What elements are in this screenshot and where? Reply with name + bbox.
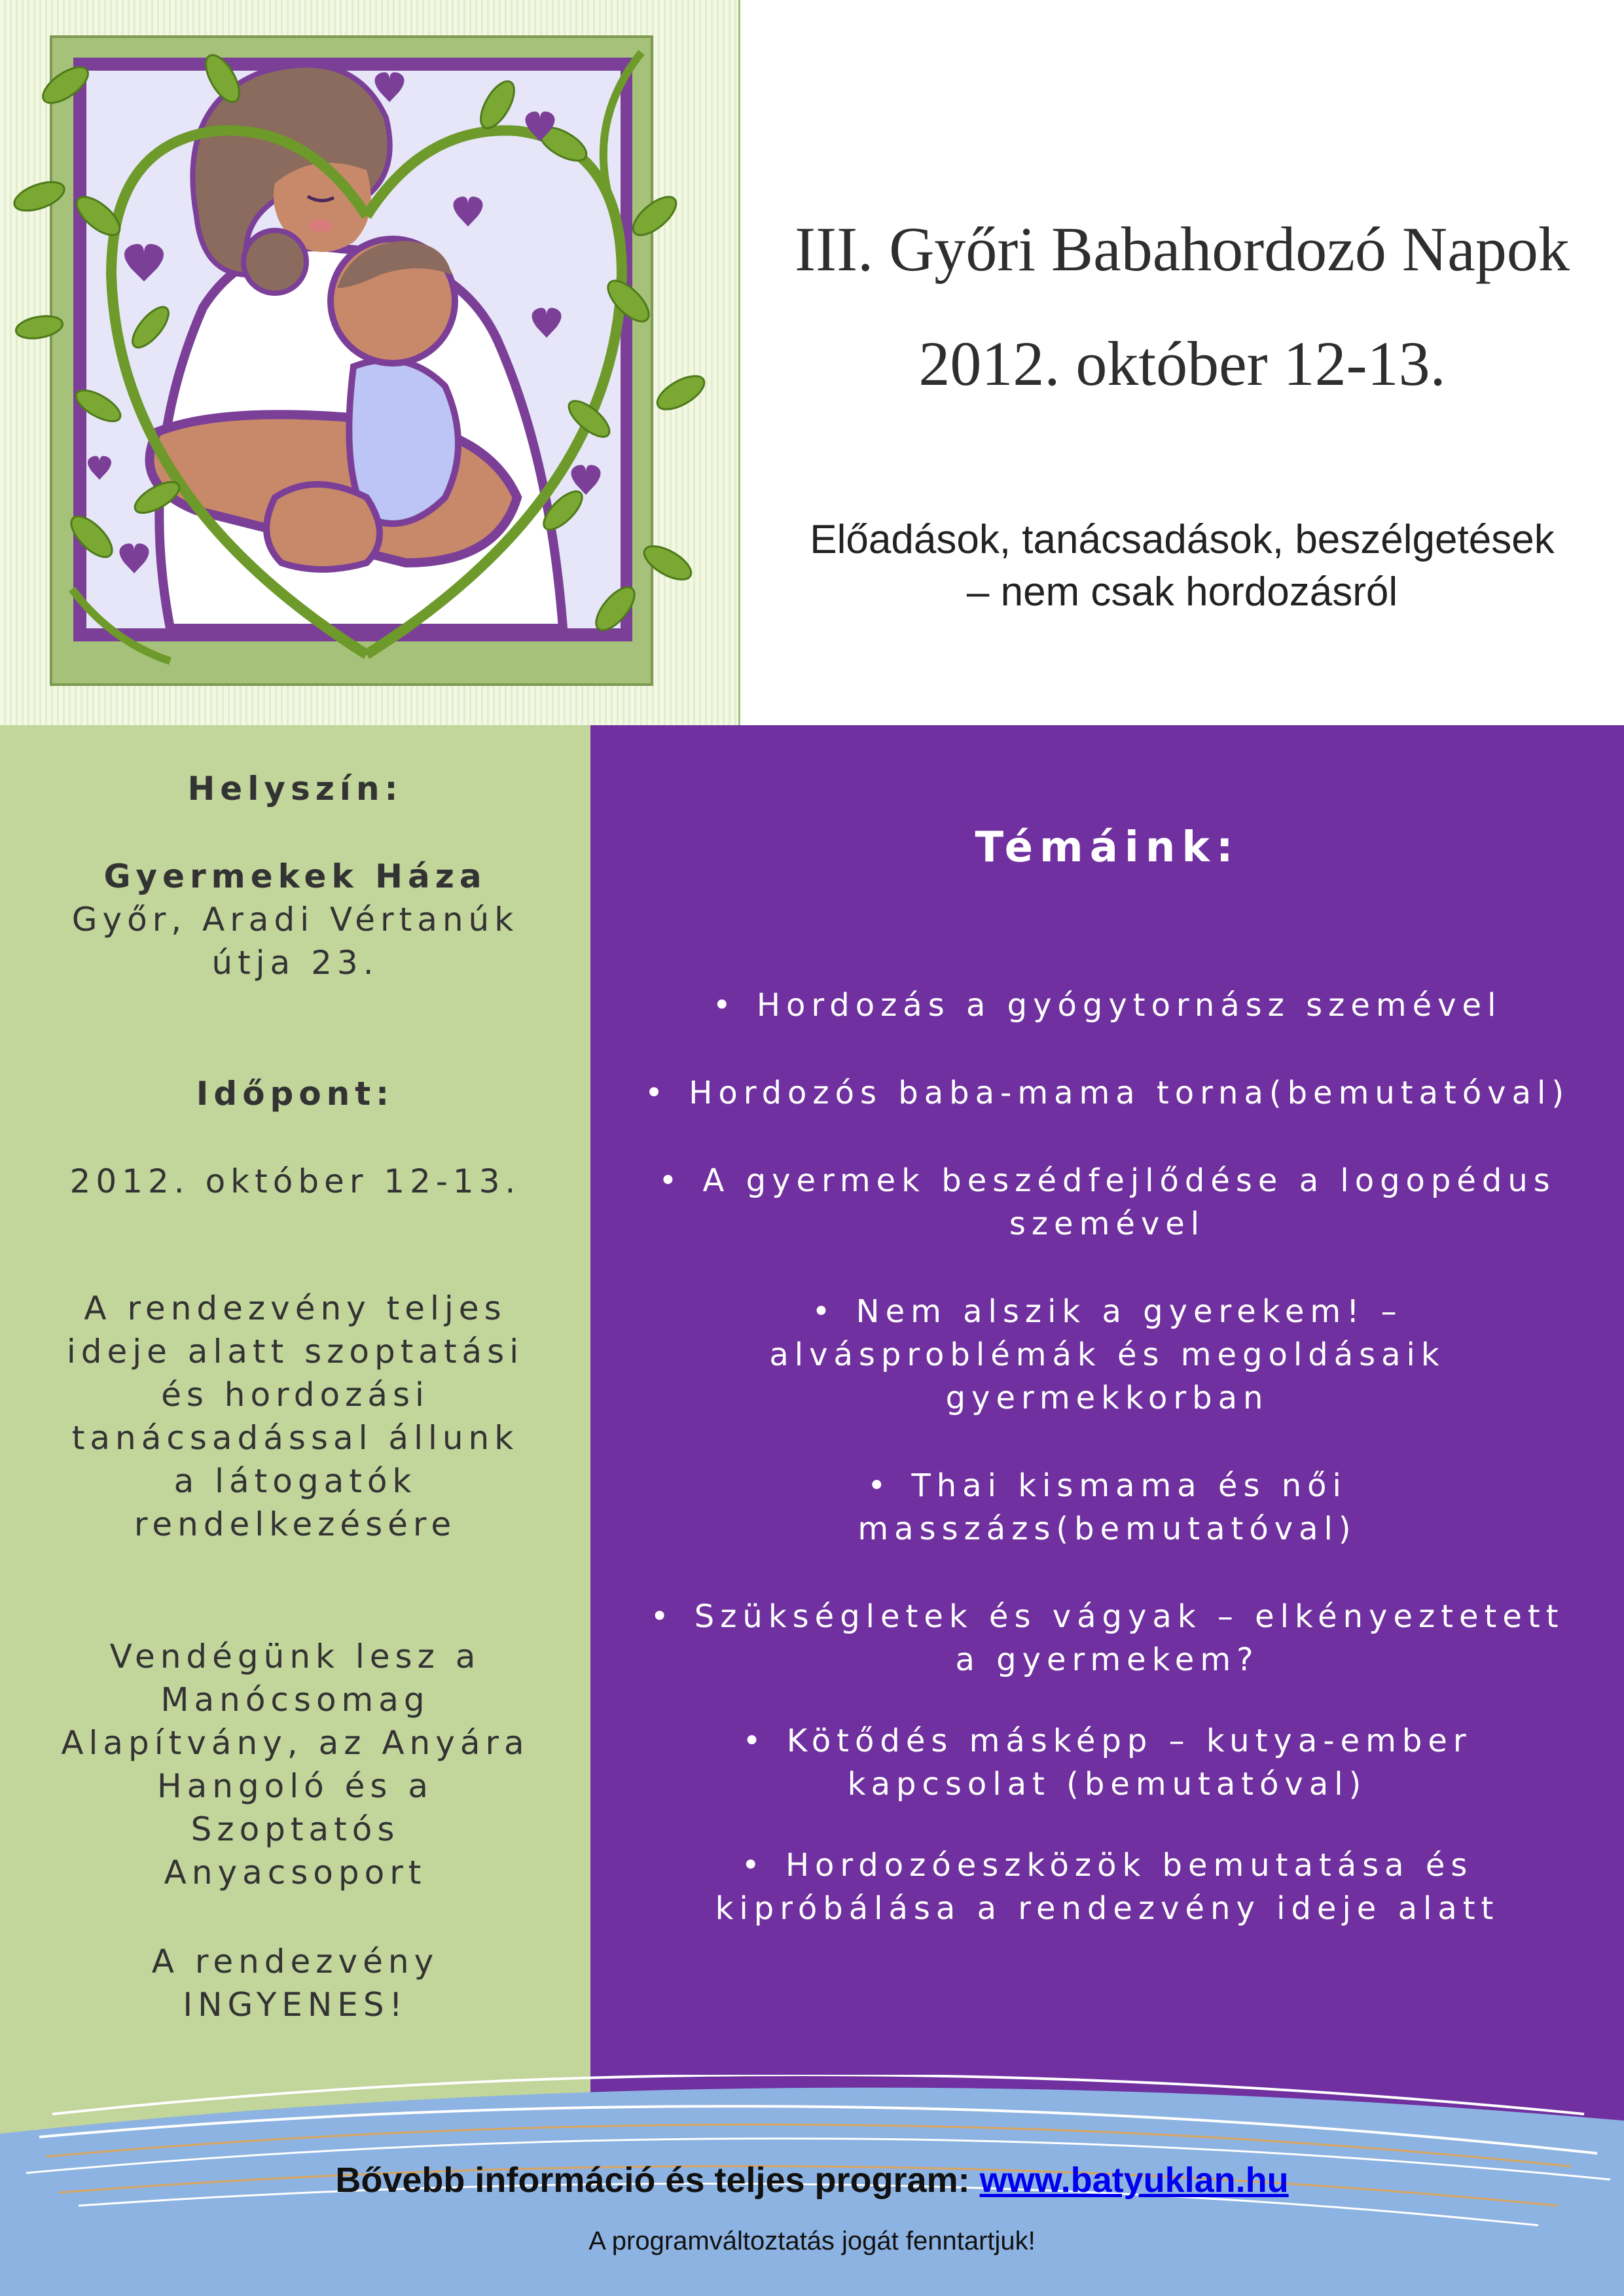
- topic-line: a gyermekem?: [955, 1641, 1259, 1678]
- topic-line: kapcsolat (bemutatóval): [847, 1766, 1367, 1803]
- guests-note: [0, 1635, 590, 1894]
- topic-item: [590, 1464, 1624, 1551]
- subtitle-line-1: Előadások, tanácsadások, beszélgetések: [810, 517, 1555, 562]
- free-entry-note: [0, 1940, 590, 2026]
- topic-line: Hordozós baba-mama torna(bemutatóval): [689, 1075, 1570, 1111]
- topic-line: Nem alszik a gyerekem! –: [856, 1293, 1403, 1330]
- bullet-icon: •: [650, 1598, 675, 1635]
- consult-line: és hordozási: [161, 1376, 429, 1414]
- topic-line: A gyermek beszédfejlődése a logopédus: [702, 1162, 1556, 1199]
- bullet-icon: •: [742, 1723, 767, 1759]
- guests-line: Alapítvány, az Anyára: [61, 1724, 530, 1762]
- footer-info-text: Bővebb információ és teljes program:: [335, 2161, 980, 2200]
- topic-line: Hordozás a gyógytornász szemével: [756, 987, 1502, 1024]
- venue-address-line-2: útja 23.: [211, 944, 379, 982]
- topic-line: Szükségletek és vágyak – elkényeztetett: [694, 1598, 1564, 1635]
- consult-line: rendelkezésére: [134, 1505, 457, 1543]
- topic-line: Kötődés másképp – kutya-ember: [786, 1723, 1472, 1759]
- bullet-icon: •: [659, 1162, 683, 1199]
- free-line: INGYENES!: [183, 1986, 408, 2024]
- consult-line: tanácsadással állunk: [71, 1419, 519, 1457]
- topic-item: [590, 1071, 1624, 1115]
- guests-line: Hangoló és a: [157, 1767, 433, 1805]
- bullet-icon: •: [644, 1075, 670, 1111]
- free-line: A rendezvény: [151, 1943, 439, 1981]
- event-title: III. Győri Babahordozó Napok: [795, 214, 1570, 284]
- title-area: [740, 0, 1624, 725]
- topic-line: kipróbálása a rendezvény ideje alatt: [715, 1890, 1500, 1927]
- topic-line: Thai kismama és női: [911, 1467, 1347, 1504]
- baby-legs: [266, 484, 380, 569]
- bullet-icon: •: [867, 1467, 892, 1504]
- topic-line: gyermekkorban: [945, 1380, 1269, 1416]
- topic-line: alvásproblémák és megoldásaik: [769, 1336, 1445, 1373]
- mother-and-baby-illustration: [0, 0, 738, 725]
- footer-info: [0, 2160, 1624, 2200]
- bullet-icon: •: [812, 1293, 837, 1330]
- time-value: 2012. október 12-13.: [69, 1162, 521, 1200]
- guests-line: Anyacsoport: [164, 1854, 427, 1892]
- topic-line: Hordozóeszközök bemutatása és: [785, 1847, 1473, 1884]
- topics-column: [590, 725, 1624, 2296]
- topic-line: szemével: [1009, 1206, 1206, 1242]
- time-label: Időpont:: [196, 1075, 395, 1113]
- consult-line: a látogatók: [173, 1462, 417, 1500]
- topic-item: [590, 984, 1624, 1027]
- illustration-panel: [0, 0, 740, 725]
- footer: [0, 2075, 1624, 2296]
- mother-hair-curl: [244, 230, 306, 293]
- info-column: [0, 725, 590, 2296]
- topics-heading: Témáink:: [975, 823, 1240, 872]
- mother-cheek: [309, 219, 333, 232]
- guests-line: Manócsomag: [160, 1681, 430, 1719]
- event-subtitle: [740, 514, 1624, 619]
- topic-item: [590, 1595, 1624, 1681]
- bullet-icon: •: [741, 1847, 766, 1884]
- consult-line: ideje alatt szoptatási: [66, 1333, 524, 1371]
- consult-line: A rendezvény teljes: [84, 1289, 507, 1327]
- venue-address-line-1: Győr, Aradi Vértanúk: [71, 901, 519, 939]
- consultation-note: [0, 1287, 590, 1546]
- event-date-title: 2012. október 12-13.: [918, 329, 1446, 399]
- guests-line: Szoptatós: [190, 1810, 400, 1848]
- footer-disclaimer: A programváltoztatás jogát fenntartjuk!: [588, 2227, 1036, 2255]
- venue-label: Helyszín:: [187, 770, 403, 808]
- venue-name: Gyermekek Háza: [103, 857, 487, 895]
- topic-item: [590, 1844, 1624, 1930]
- topic-item: [590, 1719, 1624, 1806]
- topic-line: masszázs(bemutatóval): [857, 1511, 1357, 1547]
- topic-item: [590, 1290, 1624, 1420]
- bullet-icon: •: [712, 987, 737, 1024]
- topic-item: [590, 1159, 1624, 1246]
- website-link[interactable]: www.batyuklan.hu: [979, 2161, 1289, 2200]
- venue-block: [0, 855, 590, 984]
- guests-line: Vendégünk lesz a: [109, 1638, 481, 1676]
- subtitle-line-2: – nem csak hordozásról: [966, 569, 1398, 615]
